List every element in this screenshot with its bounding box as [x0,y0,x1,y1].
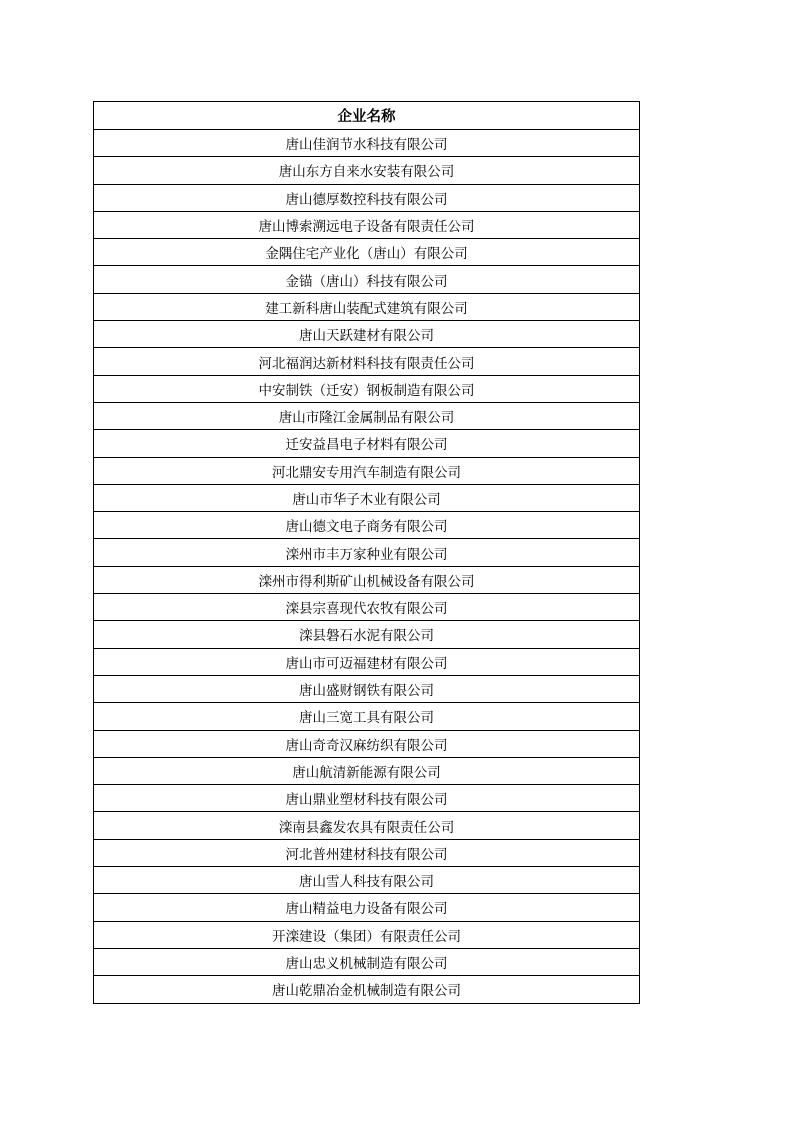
company-name-cell: 河北鼎安专用汽车制造有限公司 [94,457,640,484]
table-row [94,457,640,484]
table-row [94,293,640,320]
company-name-cell: 滦南县鑫发农具有限责任公司 [94,812,640,839]
table-row [94,948,640,975]
company-name-cell: 唐山天跃建材有限公司 [94,321,640,348]
company-name-cell: 唐山奇奇汉麻纺织有限公司 [94,730,640,757]
company-name-cell: 唐山市可迈福建材有限公司 [94,648,640,675]
table-row [94,157,640,184]
table-row [94,594,640,621]
company-name-cell: 中安制铁（迁安）钢板制造有限公司 [94,375,640,402]
table-row [94,867,640,894]
table-row [94,675,640,702]
company-name-cell: 滦县磐石水泥有限公司 [94,621,640,648]
company-name-cell: 唐山博索溯远电子设备有限责任公司 [94,211,640,238]
company-name-cell: 金锚（唐山）科技有限公司 [94,266,640,293]
company-name-cell: 唐山德厚数控科技有限公司 [94,184,640,211]
document-page [93,101,640,1004]
table-row [94,648,640,675]
company-name-cell: 唐山忠义机械制造有限公司 [94,948,640,975]
company-name-cell: 唐山乾鼎冶金机械制造有限公司 [94,976,640,1003]
table-row [94,430,640,457]
table-row [94,184,640,211]
company-name-cell: 唐山三宽工具有限公司 [94,703,640,730]
company-name-cell: 建工新科唐山装配式建筑有限公司 [94,293,640,320]
table-row [94,921,640,948]
company-name-cell: 唐山航清新能源有限公司 [94,757,640,784]
table-row [94,785,640,812]
company-name-cell: 河北普州建材科技有限公司 [94,839,640,866]
company-name-cell: 滦县宗喜现代农牧有限公司 [94,594,640,621]
company-name-cell: 唐山市华子木业有限公司 [94,484,640,511]
company-name-cell: 唐山市隆江金属制品有限公司 [94,402,640,429]
table-row [94,321,640,348]
company-name-cell: 唐山雪人科技有限公司 [94,867,640,894]
company-table [93,101,640,1004]
table-row [94,894,640,921]
table-row [94,375,640,402]
table-row [94,812,640,839]
company-name-cell: 唐山东方自来水安装有限公司 [94,157,640,184]
table-row [94,566,640,593]
table-row [94,839,640,866]
company-name-cell: 滦州市丰万家种业有限公司 [94,539,640,566]
table-row [94,730,640,757]
company-name-cell: 唐山精益电力设备有限公司 [94,894,640,921]
company-name-cell: 开滦建设（集团）有限责任公司 [94,921,640,948]
table-header-row [94,102,640,130]
company-name-cell: 滦州市得利斯矿山机械设备有限公司 [94,566,640,593]
table-row [94,484,640,511]
table-row [94,348,640,375]
column-header-company-name: 企业名称 [94,102,640,130]
table-row [94,757,640,784]
table-row [94,976,640,1003]
company-name-cell: 唐山德文电子商务有限公司 [94,512,640,539]
company-name-cell: 唐山盛财钢铁有限公司 [94,675,640,702]
table-row [94,512,640,539]
table-row [94,402,640,429]
table-row [94,239,640,266]
table-row [94,130,640,157]
table-row [94,211,640,238]
company-name-cell: 金隅住宅产业化（唐山）有限公司 [94,239,640,266]
table-row [94,703,640,730]
table-row [94,621,640,648]
company-name-cell: 唐山鼎业塑材科技有限公司 [94,785,640,812]
table-row [94,266,640,293]
company-name-cell: 河北福润达新材料科技有限责任公司 [94,348,640,375]
company-name-cell: 迁安益昌电子材料有限公司 [94,430,640,457]
company-name-cell: 唐山佳润节水科技有限公司 [94,130,640,157]
table-row [94,539,640,566]
